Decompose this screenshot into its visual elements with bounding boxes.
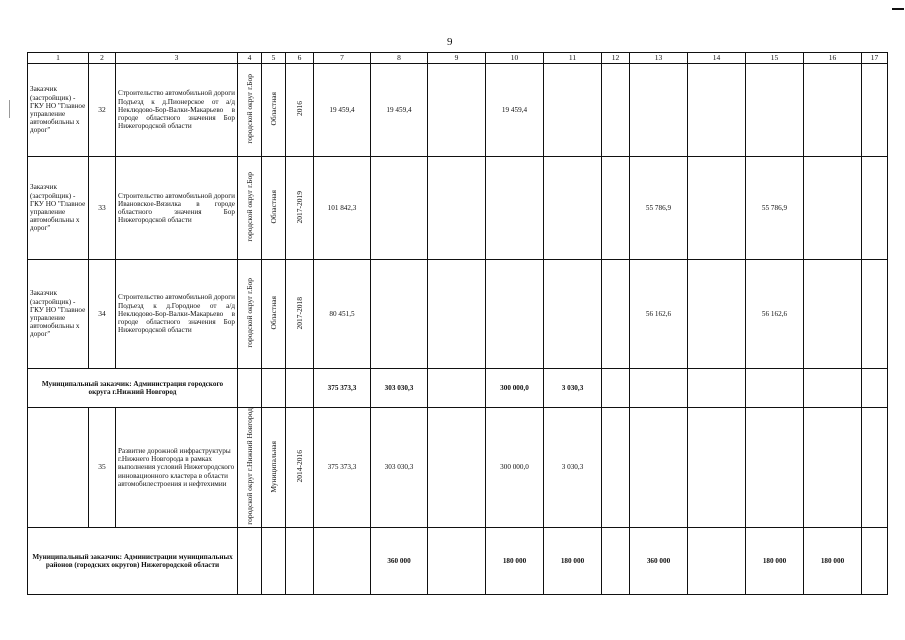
column-header: 11	[544, 53, 602, 64]
district-text: городской округ г.Бор	[245, 172, 254, 242]
period-cell	[286, 64, 314, 157]
table-row	[28, 64, 888, 157]
value-cell: 300 000,0	[486, 369, 544, 408]
value-cell: 3 030,3	[544, 369, 602, 408]
column-header: 10	[486, 53, 544, 64]
row-number: 35	[89, 408, 116, 528]
value-cell: 375 373,3	[314, 408, 371, 528]
corner-mark	[892, 8, 904, 10]
level-text: Муниципальная	[269, 440, 278, 493]
value-cell: 56 162,6	[746, 260, 804, 369]
value-cell	[371, 260, 428, 369]
value-cell	[630, 64, 688, 157]
value-cell: 303 030,3	[371, 369, 428, 408]
district-cell	[238, 157, 262, 260]
value-cell	[688, 369, 746, 408]
customer-subtotal-row	[28, 528, 888, 595]
customer-cell: Заказчик (застройщик) - ГКУ НО "Главное управление автомобильны х дорог"	[28, 64, 89, 157]
level-text: Областная	[269, 296, 278, 330]
empty-cell	[28, 408, 89, 528]
value-cell	[428, 260, 486, 369]
level-cell	[262, 64, 286, 157]
value-cell	[688, 260, 746, 369]
level-cell	[262, 408, 286, 528]
page-number: 9	[447, 36, 453, 48]
customer-label: Муниципальный заказчик: Администрация городского округа г.Нижний Новгород	[28, 369, 238, 408]
level-text: Областная	[269, 92, 278, 126]
object-description: Строительство автомобильной дороги Подъезд к д.Пионерское от а/д Неклюдово-Бор-Валки-Макарьево в городе областного значения Бор Нижегородской области	[116, 64, 238, 157]
customer-cell: Заказчик (застройщик) - ГКУ НО "Главное управление автомобильны х дорог"	[28, 260, 89, 369]
value-cell: 101 842,3	[314, 157, 371, 260]
customer-label: Муниципальный заказчик: Администрации муниципальных районов (городских округов) Нижегородской области	[28, 528, 238, 595]
value-cell: 80 451,5	[314, 260, 371, 369]
level-text: Областная	[269, 190, 278, 224]
empty-cell	[238, 528, 262, 595]
value-cell: 55 786,9	[630, 157, 688, 260]
value-cell: 19 459,4	[371, 64, 428, 157]
value-cell	[688, 157, 746, 260]
value-cell	[688, 528, 746, 595]
value-cell	[804, 408, 862, 528]
value-cell	[428, 369, 486, 408]
value-cell	[371, 157, 428, 260]
value-cell: 56 162,6	[630, 260, 688, 369]
district-text: городской округ г.Бор	[245, 74, 254, 144]
value-cell: 19 459,4	[314, 64, 371, 157]
value-cell	[428, 528, 486, 595]
period-text: 2017-2018	[295, 296, 304, 330]
value-cell	[602, 64, 630, 157]
empty-cell	[286, 528, 314, 595]
column-header: 16	[804, 53, 862, 64]
value-cell	[688, 64, 746, 157]
period-cell	[286, 157, 314, 260]
customer-cell: Заказчик (застройщик) - ГКУ НО "Главное управление автомобильны х дорог"	[28, 157, 89, 260]
value-cell: 19 459,4	[486, 64, 544, 157]
district-cell	[238, 64, 262, 157]
column-header: 5	[262, 53, 286, 64]
value-cell	[544, 260, 602, 369]
customer-subtotal-row	[28, 369, 888, 408]
value-cell: 303 030,3	[371, 408, 428, 528]
value-cell	[804, 157, 862, 260]
column-header: 6	[286, 53, 314, 64]
column-header: 9	[428, 53, 486, 64]
value-cell	[486, 157, 544, 260]
value-cell	[804, 64, 862, 157]
value-cell	[630, 369, 688, 408]
value-cell	[804, 260, 862, 369]
column-header: 8	[371, 53, 428, 64]
value-cell	[544, 64, 602, 157]
district-cell	[238, 260, 262, 369]
value-cell	[746, 64, 804, 157]
row-number: 33	[89, 157, 116, 260]
column-header: 4	[238, 53, 262, 64]
value-cell: 360 000	[630, 528, 688, 595]
district-text: городской округ г.Нижний Новгород	[245, 408, 254, 525]
value-cell: 180 000	[804, 528, 862, 595]
column-header: 2	[89, 53, 116, 64]
value-cell	[746, 369, 804, 408]
district-text: городской округ г.Бор	[245, 278, 254, 348]
value-cell: 3 030,3	[544, 408, 602, 528]
empty-cell	[262, 528, 286, 595]
value-cell	[862, 369, 888, 408]
period-cell	[286, 408, 314, 528]
value-cell	[862, 64, 888, 157]
period-cell	[286, 260, 314, 369]
value-cell	[862, 408, 888, 528]
column-header: 17	[862, 53, 888, 64]
header-row	[28, 53, 888, 64]
value-cell	[602, 157, 630, 260]
value-cell	[804, 369, 862, 408]
value-cell: 55 786,9	[746, 157, 804, 260]
object-description: Строительство автомобильной дороги Ивановское-Вязилка в городе областного значения Бор Нижегородской области	[116, 157, 238, 260]
value-cell: 180 000	[486, 528, 544, 595]
value-cell: 360 000	[371, 528, 428, 595]
row-number: 32	[89, 64, 116, 157]
value-cell	[630, 408, 688, 528]
column-header: 13	[630, 53, 688, 64]
column-header: 7	[314, 53, 371, 64]
column-header: 12	[602, 53, 630, 64]
value-cell	[602, 408, 630, 528]
row-number: 34	[89, 260, 116, 369]
period-text: 2014-2016	[295, 450, 304, 483]
object-description: Строительство автомобильной дороги Подъезд к д.Городное от а/д Неклюдово-Бор-Валки-Макарьево в городе областного значения Бор Нижегородской области	[116, 260, 238, 369]
column-header: 1	[28, 53, 89, 64]
table-row	[28, 260, 888, 369]
program-table	[27, 52, 888, 595]
level-cell	[262, 260, 286, 369]
value-cell	[486, 260, 544, 369]
value-cell	[428, 64, 486, 157]
empty-cell	[286, 369, 314, 408]
table-row	[28, 157, 888, 260]
value-cell: 180 000	[746, 528, 804, 595]
empty-cell	[238, 369, 262, 408]
period-text: 2016	[295, 101, 304, 117]
value-cell	[314, 528, 371, 595]
column-header: 14	[688, 53, 746, 64]
value-cell: 180 000	[544, 528, 602, 595]
table-row	[28, 408, 888, 528]
empty-cell	[262, 369, 286, 408]
value-cell	[428, 157, 486, 260]
value-cell	[746, 408, 804, 528]
value-cell	[862, 528, 888, 595]
value-cell	[688, 408, 746, 528]
value-cell: 300 000,0	[486, 408, 544, 528]
value-cell	[862, 260, 888, 369]
value-cell: 375 373,3	[314, 369, 371, 408]
period-text: 2017-2019	[295, 190, 304, 224]
column-header: 15	[746, 53, 804, 64]
value-cell	[862, 157, 888, 260]
value-cell	[602, 260, 630, 369]
value-cell	[428, 408, 486, 528]
district-cell	[238, 408, 262, 528]
value-cell	[602, 369, 630, 408]
object-description: Развитие дорожной инфраструктуры г.Нижнего Новгорода в рамках выполнения условий Нижегородского инновационного кластера в области автомобилестроения и нефтехимии	[116, 408, 238, 528]
value-cell	[602, 528, 630, 595]
level-cell	[262, 157, 286, 260]
value-cell	[544, 157, 602, 260]
column-header: 3	[116, 53, 238, 64]
margin-mark	[9, 100, 10, 118]
